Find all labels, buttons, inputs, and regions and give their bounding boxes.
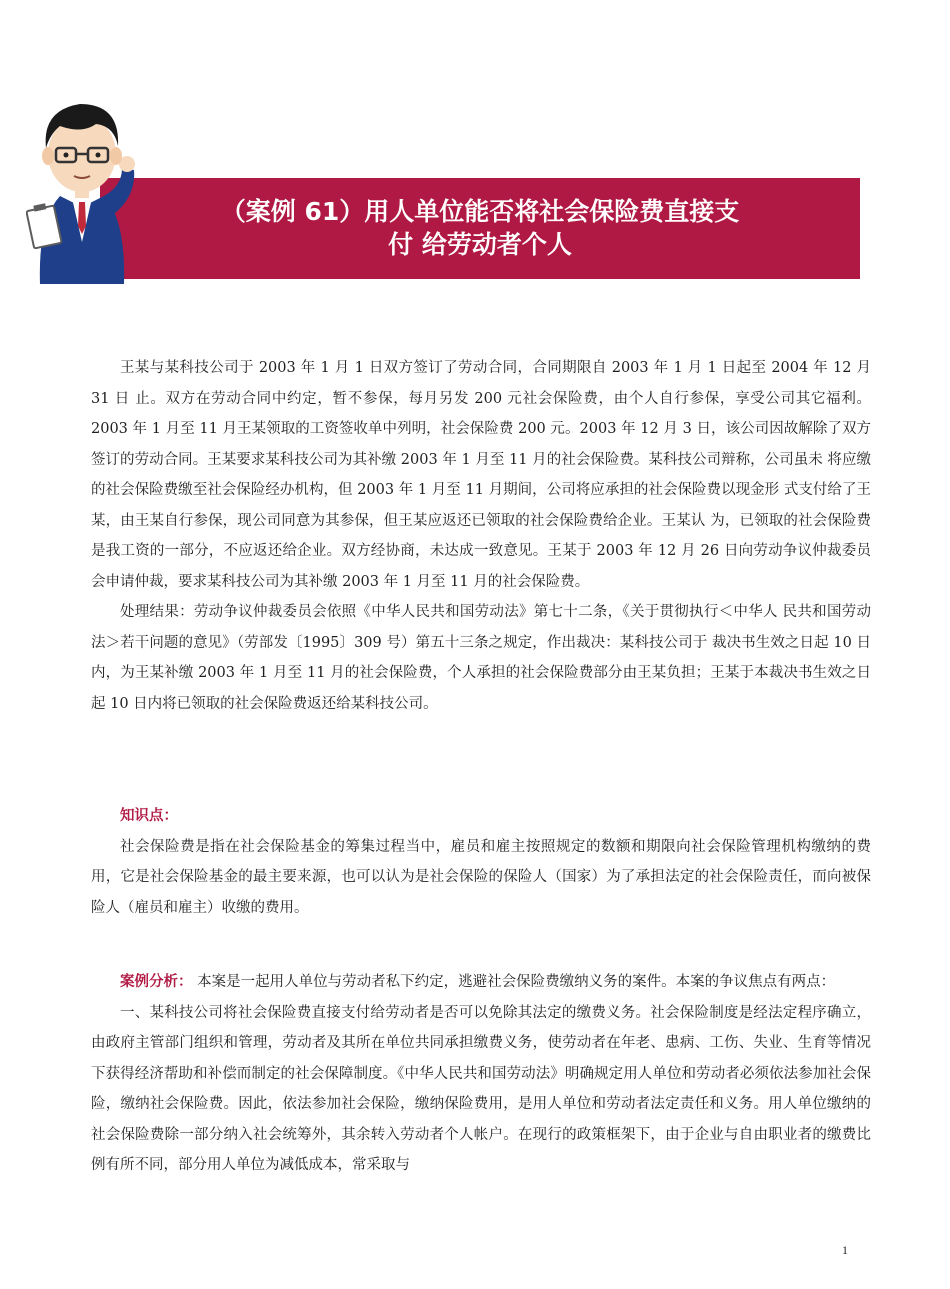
case-section bbox=[91, 353, 871, 719]
analysis-heading: 案例分析： bbox=[120, 974, 193, 990]
analysis-intro: 本案是一起用人单位与劳动者私下约定，逃避社会保险费缴纳义务的案件。本案的争议焦点有两点： bbox=[192, 974, 836, 990]
knowledge-paragraph: 社会保险费是指在社会保险基金的筹集过程当中，雇员和雇主按照规定的数额和期限向社会保险管理机构缴纳的费用，它是社会保险基金的最主要来源，也可以认为是社会保险的保险人（国家）为了承担法定的社会保险责任，而向被保险人（雇员和雇主）收缴的费用。 bbox=[91, 838, 871, 916]
knowledge-section bbox=[91, 801, 871, 923]
page-number: 1 bbox=[842, 1243, 848, 1257]
title-line-2: 付 给劳动者个人 bbox=[388, 230, 572, 259]
title-line-1: （案例 61）用人单位能否将社会保险费直接支 bbox=[220, 197, 740, 226]
ruling-paragraph: 处理结果：劳动争议仲裁委员会依照《中华人民共和国劳动法》第七十二条，《关于贯彻执行＜中华人 民共和国劳动法＞若干问题的意见》（劳部发〔1995〕309 号）第五十三条之规定，作出裁决：某科技公司于 裁决书生效之日起 10 日内，为王某补缴 2003 年 1 月至 11 月的社会保险费，个人承担的社会保险费部分由王某负担；王某于本裁决书生效之日起 10 日内将已领取的社会保险费返还给某科技公司。 bbox=[91, 604, 871, 712]
analysis-point-1: 一、某科技公司将社会保险费直接支付给劳动者是否可以免除其法定的缴费义务。社会保险制度是经法定程序确立，由政府主管部门组织和管理，劳动者及其所在单位共同承担缴费义务，使劳动者在年老、患病、工伤、失业、生育等情况下获得经济帮助和补偿而制定的社会保障制度。《中华人民共和国劳动法》明确规定用人单位和劳动者必须依法参加社会保险，缴纳社会保险费。因此，依法参加社会保险，缴纳保险费用，是用人单位和劳动者法定责任和义务。用人单位缴纳的社会保险费除一部分纳入社会统筹外，其余转入劳动者个人帐户。在现行的政策框架下，由于企业与自由职业者的缴费比例有所不同，部分用人单位为减低成本，常采取与 bbox=[91, 1004, 871, 1173]
knowledge-heading: 知识点： bbox=[120, 808, 178, 824]
page-title bbox=[120, 195, 840, 261]
analysis-intro-paragraph bbox=[91, 967, 871, 998]
analysis-section bbox=[91, 967, 871, 1181]
case-paragraph: 王某与某科技公司于 2003 年 1 月 1 日双方签订了劳动合同，合同期限自 2003 年 1 月 1 日起至 2004 年 12 月 31 日 止。双方在劳动合同中约定，暂不参保，每月另发 200 元社会保险费，由个人自行参保，享受公司其它福利。 2003 年 1 月至 11 月王某领取的工资签收单中列明，社会保险费 200 元。2003 年 12 月 3 日，该公司因故解除了双方 签订的劳动合同。王某要求某科技公司为其补缴 2003 年 1 月至 11 月的社会保险费。某科技公司辩称，公司虽未 将应缴的社会保险费缴至社会保险经办机构，但 2003 年 1 月至 11 月期间，公司将应承担的社会保险费以现金形 式支付给了王某，由王某自行参保，现公司同意为其参保，但王某应返还已领取的社会保险费给企业。王某认 为，已领取的社会保险费是我工资的一部分，不应返还给企业。双方经协商，未达成一致意见。王某于 2003 年 12 月 26 日向劳动争议仲裁委员会申请仲裁，要求某科技公司为其补缴 2003 年 1 月至 11 月的社会保险费。 bbox=[91, 360, 871, 590]
